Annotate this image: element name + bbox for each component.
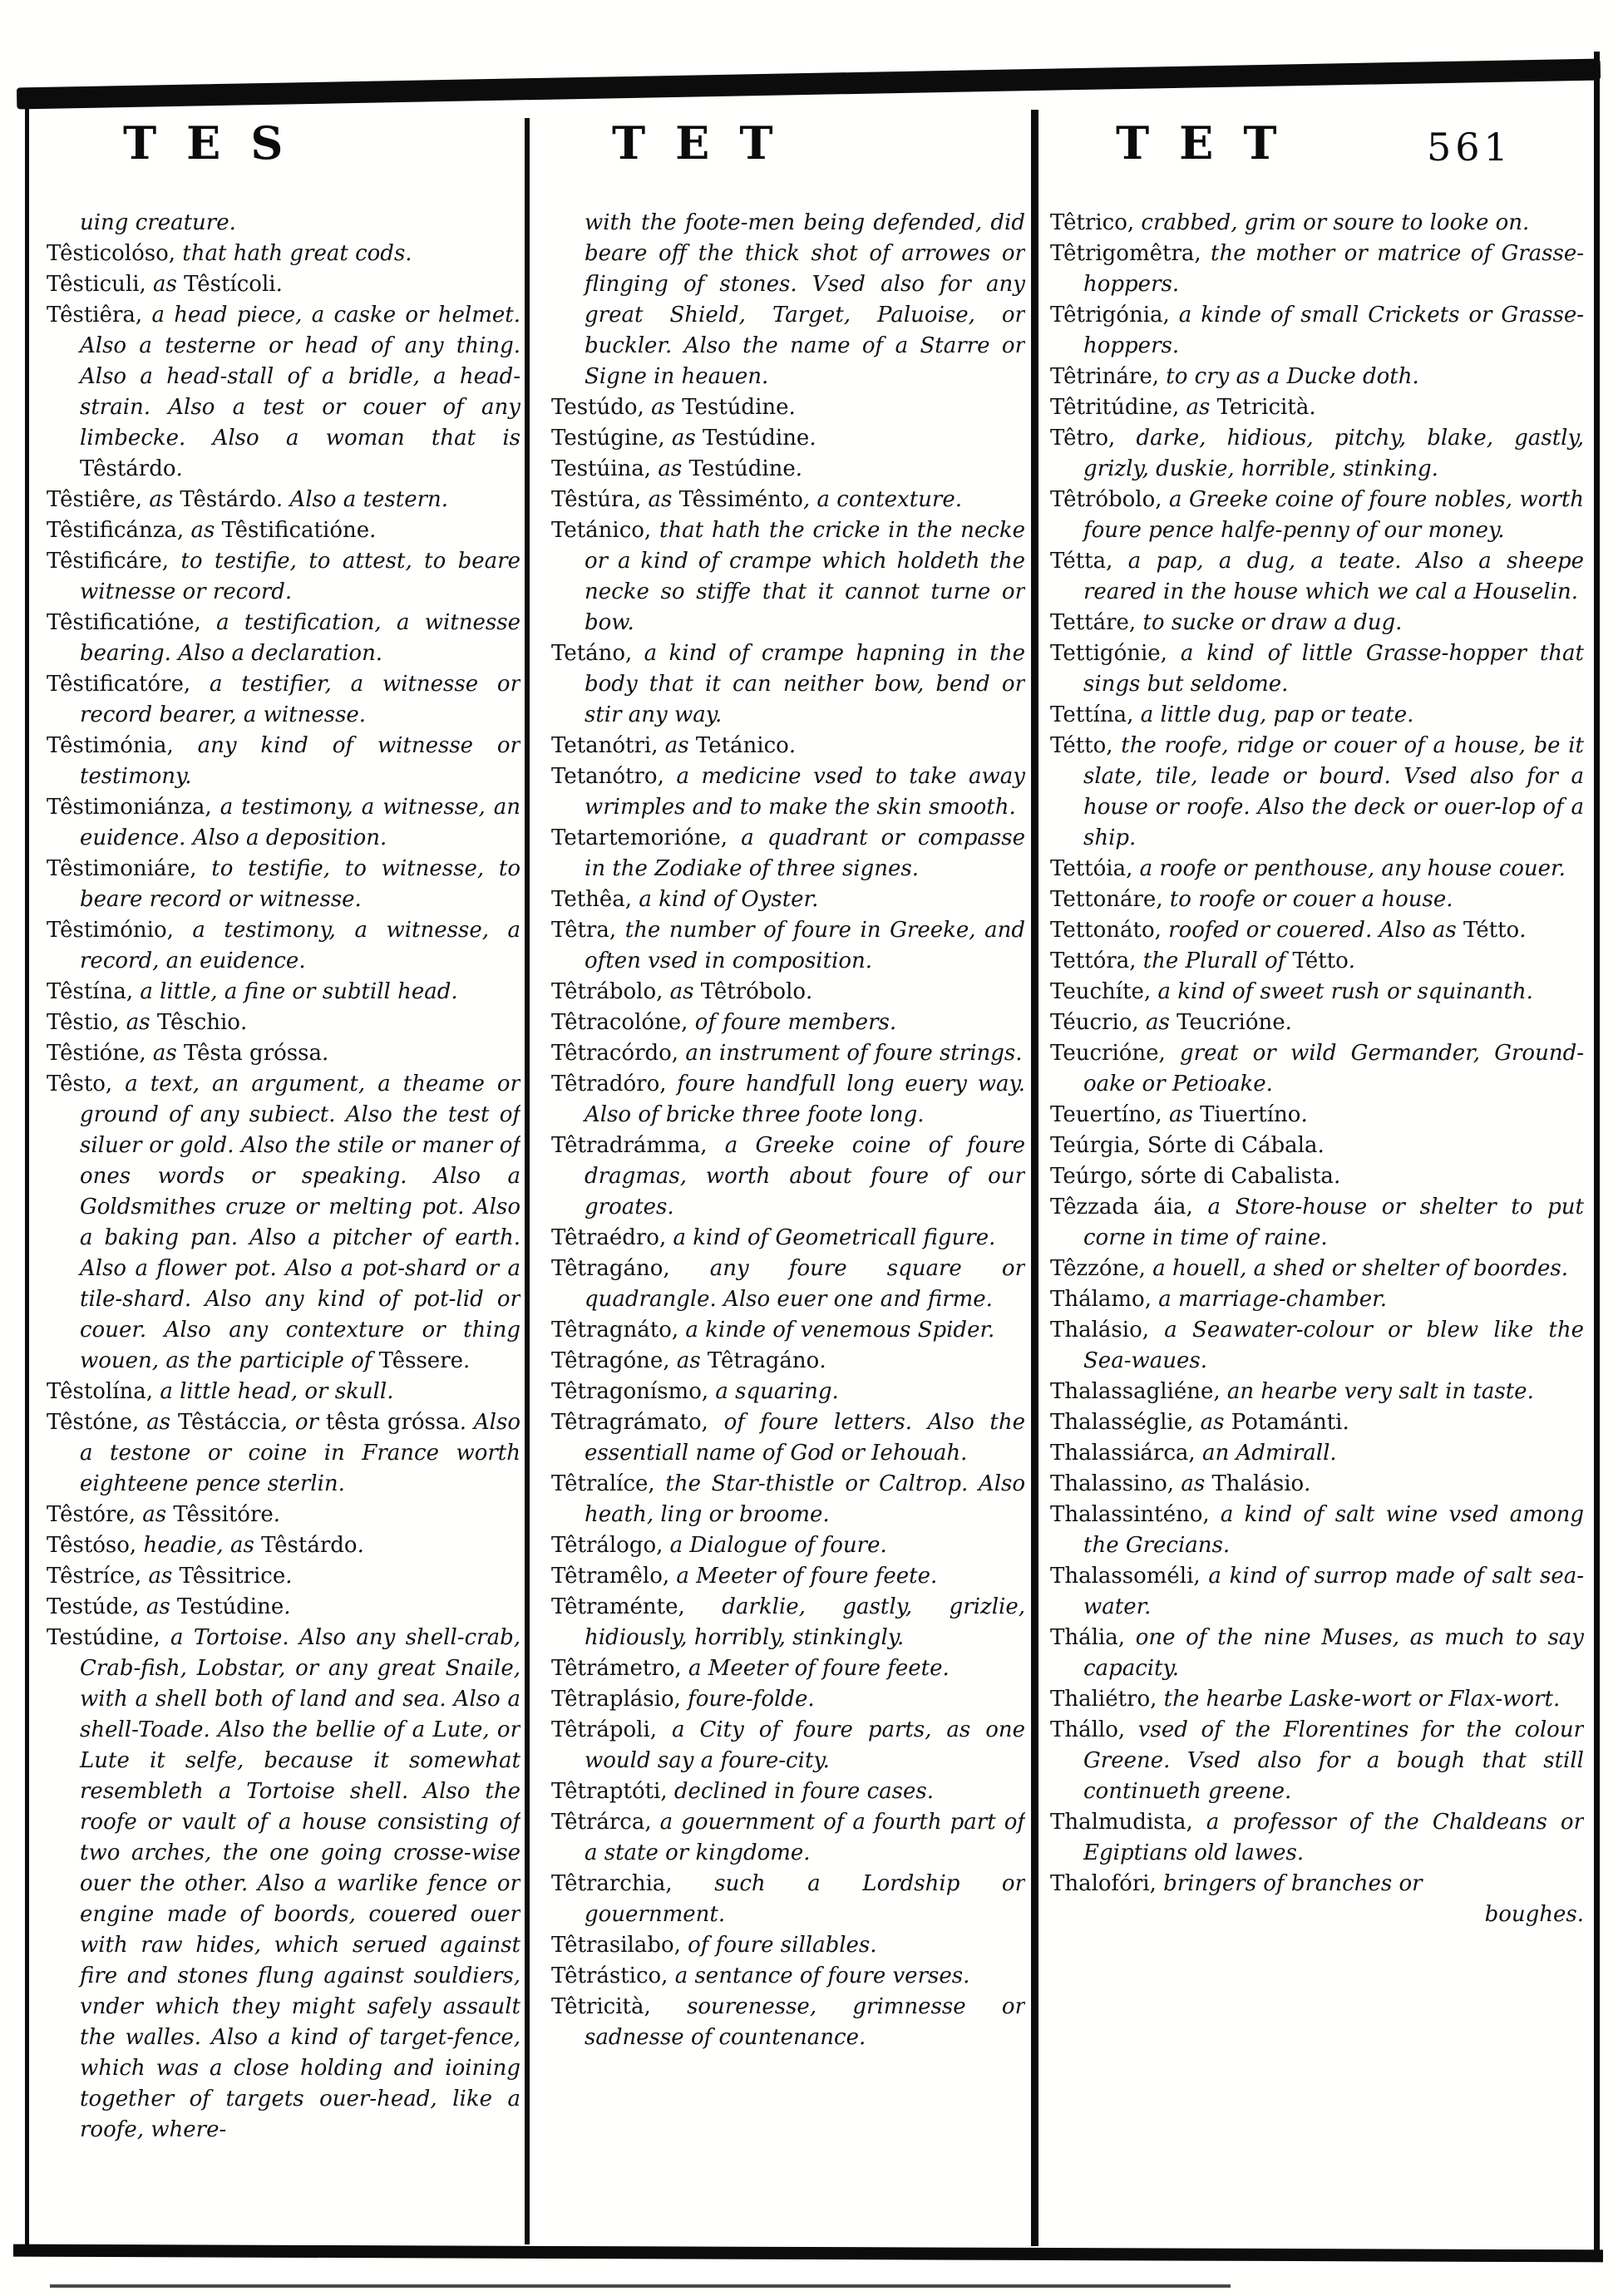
- dictionary-entry: Testúina, as Testúdine.: [551, 456, 803, 481]
- headword: Thaliétro,: [1050, 1687, 1157, 1712]
- headword: Têtracórdo,: [551, 1041, 679, 1066]
- headword: Têtraménte,: [551, 1594, 685, 1619]
- headword: Têtrárca,: [551, 1810, 652, 1835]
- cross-reference: Potamánti: [1231, 1410, 1343, 1435]
- column-divider-2: [1031, 110, 1038, 2246]
- headword: Têstóre,: [47, 1502, 136, 1527]
- dictionary-entry: Têtragrámato, of foure letters. Also the essentiall name of God or Iehouah.: [551, 1410, 1025, 1466]
- dictionary-entry: Thalofóri, bringers of branches or boughes.: [1050, 1869, 1584, 1930]
- headword: Têtragonísmo,: [551, 1379, 709, 1404]
- headword: Teúrgia,: [1050, 1133, 1141, 1158]
- dictionary-entry: Thália, one of the nine Muses, as much to say capacity.: [1050, 1625, 1584, 1681]
- dictionary-entry: Têtraplásio, foure-folde.: [551, 1687, 815, 1712]
- headword: Testúdo,: [551, 395, 644, 420]
- cross-reference: Testúdine: [688, 456, 796, 481]
- headword: Thalofóri,: [1050, 1871, 1157, 1896]
- dictionary-entry: Têtricità, sourenesse, grimnesse or sadnesse of countenance.: [551, 1994, 1025, 2050]
- dictionary-entry: Thalassoméli, a kind of surrop made of salt sea-water.: [1050, 1564, 1584, 1619]
- dictionary-entry: Tettonáre, to roofe or couer a house.: [1050, 887, 1453, 912]
- headword: Têstiêra,: [47, 303, 143, 328]
- dictionary-entry: Tetánico, that hath the cricke in the necke or a kind of crampe which holdeth the necke so stiffe that it cannot turne or bow.: [551, 518, 1025, 635]
- dictionary-entry: Thalassino, as Thalásio.: [1050, 1471, 1311, 1496]
- dictionary-entry: Tétta, a pap, a dug, a teate. Also a sheepe reared in the house which we cal a Houselin.: [1050, 549, 1584, 604]
- cross-reference: Teucrióne: [1177, 1010, 1285, 1035]
- headword: Tettóra,: [1050, 948, 1137, 973]
- dictionary-entry: Têtritúdine, as Tetricità.: [1050, 395, 1316, 420]
- dictionary-entry: Têtrigomêtra, the mother or matrice of Grasse-hoppers.: [1050, 241, 1584, 297]
- dictionary-entry: Têstimoniánza, a testimony, a witnesse, an euidence. Also a deposition.: [47, 795, 520, 850]
- headword: Thalassino,: [1050, 1471, 1175, 1496]
- headword: Têsto,: [47, 1072, 113, 1096]
- dictionary-entry: Têstificánza, as Têstificatióne.: [47, 518, 377, 543]
- headword: Tettonáto,: [1050, 918, 1162, 943]
- headword: Tettonáre,: [1050, 887, 1163, 912]
- headword: Têstúra,: [551, 487, 642, 512]
- headword: Têstiêre,: [47, 487, 143, 512]
- dictionary-entry: Têstóre, as Têssitóre.: [47, 1502, 281, 1527]
- headword: Têtraptóti,: [551, 1779, 668, 1804]
- dictionary-entry: Têtra, the number of foure in Greeke, and often vsed in composition.: [551, 918, 1025, 973]
- headword: Testúdine,: [47, 1625, 160, 1650]
- headword: Thalasséglie,: [1050, 1410, 1194, 1435]
- dictionary-entry: Teúrgia, Sórte di Cábala.: [1050, 1133, 1325, 1158]
- dictionary-entry: Têtrarchia, such a Lordship or gouernment.: [551, 1871, 1025, 1927]
- cross-reference: Têstificatióne: [221, 518, 370, 543]
- dictionary-entry: Têstolína, a little head, or skull.: [47, 1379, 394, 1404]
- dictionary-entry: Têtragnáto, a kinde of venemous Spider.: [551, 1318, 995, 1343]
- dictionary-entry: Têstiêra, a head piece, a caske or helmet. Also a testerne or head of any thing. Also a head-stall of a bridle, a head-strain. Also a test or couer of any limbecke. Also a woman that is Têstárdo.: [47, 303, 520, 481]
- headword: Têtra,: [551, 918, 617, 943]
- dictionary-entry: Têtrástico, a sentance of foure verses.: [551, 1963, 970, 1988]
- dictionary-entry: Tettigónie, a kind of little Grasse-hopper that sings but seldome.: [1050, 641, 1584, 697]
- dictionary-entry: Teuchíte, a kind of sweet rush or squinanth.: [1050, 979, 1533, 1004]
- cross-reference: Tétto: [1463, 918, 1520, 943]
- dictionary-entry: Thalassiárca, an Admirall.: [1050, 1441, 1337, 1466]
- headword: Thállo,: [1050, 1717, 1126, 1742]
- headword: Têtracolóne,: [551, 1010, 688, 1035]
- headword: Têstio,: [47, 1010, 120, 1035]
- headword: Têstimoniánza,: [47, 795, 212, 820]
- headword: Têstimoniáre,: [47, 856, 197, 881]
- dictionary-entry: Têtrárca, a gouernment of a fourth part of a state or kingdome.: [551, 1810, 1025, 1865]
- headword: Têtraplásio,: [551, 1687, 681, 1712]
- dictionary-entry: Tettóra, the Plurall of Tétto.: [1050, 948, 1356, 973]
- headword: Teuchíte,: [1050, 979, 1152, 1004]
- cross-reference: Tiuertíno: [1200, 1102, 1301, 1127]
- dictionary-entry: Tetartemorióne, a quadrant or compasse in the Zodiake of three signes.: [551, 825, 1025, 881]
- dictionary-entry: Têtralíce, the Star-thistle or Caltrop. Also heath, ling or broome.: [551, 1471, 1025, 1527]
- headword: Têstimónio,: [47, 918, 174, 943]
- text-column-3: [1050, 208, 1584, 2246]
- headword: Têstificáre,: [47, 549, 170, 574]
- dictionary-entry: Têstimoniáre, to testifie, to witnesse, to beare record or witnesse.: [47, 856, 520, 912]
- dictionary-entry: Têtragonísmo, a squaring.: [551, 1379, 839, 1404]
- dictionary-entry: Têstificatióne, a testification, a witnesse bearing. Also a declaration.: [47, 610, 520, 666]
- dictionary-entry: Têtrálogo, a Dialogue of foure.: [551, 1533, 887, 1558]
- dictionary-entry: Thalasséglie, as Potamánti.: [1050, 1410, 1349, 1435]
- headword: Têtragóne,: [551, 1348, 670, 1373]
- headword: Têtricità,: [551, 1994, 651, 2019]
- headword: Têtragnáto,: [551, 1318, 679, 1343]
- dictionary-entry: Tettonáto, roofed or couered. Also as Tétto.: [1050, 918, 1527, 943]
- headword: Têstríce,: [47, 1564, 142, 1589]
- dictionary-entry: Têtracórdo, an instrument of foure strings.: [551, 1041, 1023, 1066]
- dictionary-entry: Têtrináre, to cry as a Ducke doth.: [1050, 364, 1419, 389]
- headword: Têtrasilabo,: [551, 1933, 681, 1958]
- right-border-rule: [1594, 52, 1600, 2253]
- cross-reference: Têtróbolo: [700, 979, 807, 1004]
- dictionary-entry: Tettáre, to sucke or draw a dug.: [1050, 610, 1403, 635]
- dictionary-entry: Têstiêre, as Têstárdo. Also a testern.: [47, 487, 449, 512]
- dictionary-entry: Teuertíno, as Tiuertíno.: [1050, 1102, 1308, 1127]
- dictionary-entry: Têtróbolo, a Greeke coine of foure nobles, worth foure pence halfe-penny of our money.: [1050, 487, 1584, 543]
- headword: Teúrgo,: [1050, 1164, 1134, 1189]
- headword: Têstióne,: [47, 1041, 146, 1066]
- dictionary-entry: Têtrigónia, a kinde of small Crickets or Grasse-hoppers.: [1050, 303, 1584, 358]
- running-head-tet-1: TET: [612, 116, 803, 170]
- dictionary-entry: Têstína, a little, a fine or subtill head.: [47, 979, 458, 1004]
- headword: Tethêa,: [551, 887, 633, 912]
- headword: Tettína,: [1050, 702, 1134, 727]
- cross-reference: Têstárdo: [180, 487, 276, 512]
- headword: Testúgine,: [551, 426, 665, 451]
- headword: Tettigónie,: [1050, 641, 1167, 666]
- cross-reference: têsta gróssa: [325, 1410, 460, 1435]
- catchword: boughes.: [1484, 1902, 1584, 1927]
- running-head-tet-2: TET: [1116, 116, 1307, 170]
- text-column-2: [551, 208, 1025, 2246]
- headword: Têtritúdine,: [1050, 395, 1180, 420]
- dictionary-entry: Thalassinténo, a kind of salt wine vsed among the Grecians.: [1050, 1502, 1584, 1558]
- dictionary-entry: Têstimónia, any kind of witnesse or testimony.: [47, 733, 520, 789]
- dictionary-entry: Têtro, darke, hidious, pitchy, blake, gastly, grizly, duskie, horrible, stinking.: [1050, 426, 1584, 481]
- column-divider-1: [525, 118, 530, 2244]
- headword: Têtrámetro,: [551, 1656, 682, 1681]
- headword: Têtrico,: [1050, 210, 1135, 235]
- cross-reference: sórte di Cabalista: [1140, 1164, 1334, 1189]
- headword: Testúina,: [551, 456, 652, 481]
- headword: Têtrápoli,: [551, 1717, 658, 1742]
- headword: Têtrábolo,: [551, 979, 664, 1004]
- dictionary-entry: Thálamo, a marriage-chamber.: [1050, 1287, 1387, 1312]
- headword: Tetanótro,: [551, 764, 664, 789]
- cross-reference: Têssitrice: [179, 1564, 286, 1589]
- dictionary-entry: Têstificáre, to testifie, to attest, to beare witnesse or record.: [47, 549, 520, 604]
- dictionary-entry: Têstificatóre, a testifier, a witnesse or record bearer, a witnesse.: [47, 672, 520, 727]
- headword: Thália,: [1050, 1625, 1125, 1650]
- cross-reference: Têtragáno: [707, 1348, 820, 1373]
- headword: Têtradrámma,: [551, 1133, 708, 1158]
- dictionary-entry: Tethêa, a kind of Oyster.: [551, 887, 819, 912]
- dictionary-entry: Têsto, a text, an argument, a theame or ground of any subiect. Also the test of siluer or gold. Also the stile or maner of ones words or speaking. Also a Goldsmithes cruze or melting pot. Also a baking pan. Also a pitcher of earth. Also a flower pot. Also a pot-shard or a tile-shard. Also any kind of pot-lid or couer. Also any contexture or thing wouen, as the participle of Têssere.: [47, 1072, 520, 1373]
- dictionary-entry: Têtrápoli, a City of foure parts, as one would say a foure-city.: [551, 1717, 1025, 1773]
- cross-reference: Têschio: [156, 1010, 240, 1035]
- dictionary-entry: Têtrábolo, as Têtróbolo.: [551, 979, 813, 1004]
- cross-reference: Tetánico: [695, 733, 789, 758]
- headword: Thalmudista,: [1050, 1810, 1193, 1835]
- dictionary-entry: Têtrámetro, a Meeter of foure feete.: [551, 1656, 950, 1681]
- dictionary-entry: Têzzada áia, a Store-house or shelter to put corne in time of raine.: [1050, 1195, 1584, 1250]
- dictionary-entry: Thaliétro, the hearbe Laske-wort or Flax-wort.: [1050, 1687, 1561, 1712]
- headword: Thálamo,: [1050, 1287, 1152, 1312]
- dictionary-entry: Thalassagliéne, an hearbe very salt in taste.: [1050, 1379, 1534, 1404]
- dictionary-entry: Testúdo, as Testúdine.: [551, 395, 796, 420]
- cross-reference: Sórte di Cábala: [1147, 1133, 1318, 1158]
- dictionary-entry: Tettína, a little dug, pap or teate.: [1050, 702, 1414, 727]
- cross-reference: Têstárdo: [261, 1533, 358, 1558]
- headword: Têstína,: [47, 979, 134, 1004]
- dictionary-entry: Têstóso, headie, as Têstárdo.: [47, 1533, 364, 1558]
- dictionary-entry: Teúrgo, sórte di Cabalista.: [1050, 1164, 1341, 1189]
- dictionary-entry: Têtragóne, as Têtragáno.: [551, 1348, 826, 1373]
- bottom-border-rule: [13, 2244, 1603, 2263]
- headword: Têzzada áia,: [1050, 1195, 1193, 1219]
- dictionary-entry: Teucrióne, great or wild Germander, Ground-oake or Petioake.: [1050, 1041, 1584, 1096]
- cross-reference: Testúdine: [682, 395, 789, 420]
- cross-reference: Têssere: [378, 1348, 463, 1373]
- headword: Thalásio,: [1050, 1318, 1149, 1343]
- dictionary-entry-continuation: with the foote-men being defended, did beare off the thick shot of arrowes or flinging of stones. Vsed also for any great Shield, Target, Paluoise, or buckler. Also the name of a Starre or Signe in heauen.: [585, 210, 1025, 389]
- headword: Thalassoméli,: [1050, 1564, 1201, 1589]
- bottom-thin-rule: [50, 2284, 1231, 2288]
- page-number: 561: [1427, 125, 1512, 170]
- headword: Tetartemorióne,: [551, 825, 728, 850]
- dictionary-entry: Tetáno, a kind of crampe hapning in the body that it can neither bow, bend or stir any way.: [551, 641, 1025, 727]
- headword: Têtramêlo,: [551, 1564, 670, 1589]
- cross-reference: Têstárdo: [80, 456, 176, 481]
- headword: Tetanótri,: [551, 733, 659, 758]
- dictionary-entry: Thalmudista, a professor of the Chaldeans or Egiptians old lawes.: [1050, 1810, 1584, 1865]
- dictionary-entry: Têstio, as Têschio.: [47, 1010, 248, 1035]
- headword: Têsticuli,: [47, 272, 146, 297]
- cross-reference: Têsta gróssa: [184, 1041, 322, 1066]
- dictionary-entry: Têzzóne, a houell, a shed or shelter of boordes.: [1050, 1256, 1569, 1281]
- headword: Têstóne,: [47, 1410, 140, 1435]
- dictionary-entry: Têstúra, as Têssiménto, a contexture.: [551, 487, 962, 512]
- dictionary-entry: Thalásio, a Seawater-colour or blew like the Sea-waues.: [1050, 1318, 1584, 1373]
- headword: Têstificánza,: [47, 518, 185, 543]
- dictionary-entry: Têstóne, as Têstáccia, or têsta gróssa. Also a testone or coine in France worth eighteene pence sterlin.: [47, 1410, 520, 1496]
- dictionary-entry: Téucrio, as Teucrióne.: [1050, 1010, 1292, 1035]
- headword: Téucrio,: [1050, 1010, 1139, 1035]
- headword: Têtrigónia,: [1050, 303, 1170, 328]
- dictionary-entry: Testúgine, as Testúdine.: [551, 426, 816, 451]
- dictionary-entry: Têtradrámma, a Greeke coine of foure dragmas, worth about foure of our groates.: [551, 1133, 1025, 1219]
- headword: Thalassiárca,: [1050, 1441, 1196, 1466]
- dictionary-entry: Testúde, as Testúdine.: [47, 1594, 291, 1619]
- cross-reference: Têssitóre: [173, 1502, 274, 1527]
- headword: Têtrálogo,: [551, 1533, 664, 1558]
- headword: Têzzóne,: [1050, 1256, 1146, 1281]
- headword: Tétto,: [1050, 733, 1113, 758]
- headword: Têtrarchia,: [551, 1871, 673, 1896]
- headword: Têstimónia,: [47, 733, 174, 758]
- headword: Têstolína,: [47, 1379, 154, 1404]
- cross-reference: Têstícoli: [184, 272, 276, 297]
- dictionary-entry: Têtracolóne, of foure members.: [551, 1010, 897, 1035]
- headword: Têtragrámato,: [551, 1410, 708, 1435]
- headword: Têstificatóre,: [47, 672, 191, 697]
- cross-reference: Testúdine: [176, 1594, 284, 1619]
- dictionary-entry: Têsticolóso, that hath great cods.: [47, 241, 412, 266]
- headword: Testúde,: [47, 1594, 140, 1619]
- headword: Têtrástico,: [551, 1963, 668, 1988]
- headword: Têtróbolo,: [1050, 487, 1162, 512]
- headword: Têtrináre,: [1050, 364, 1159, 389]
- cross-reference: Têstáccia: [177, 1410, 281, 1435]
- dictionary-entry: Thállo, vsed of the Florentines for the colour Greene. Vsed also for a bough that still continueth greene.: [1050, 1717, 1584, 1804]
- headword: Têsticolóso,: [47, 241, 176, 266]
- headword: Têstóso,: [47, 1533, 137, 1558]
- headword: Têtradóro,: [551, 1072, 667, 1096]
- dictionary-entry: Têtrasilabo, of foure sillables.: [551, 1933, 877, 1958]
- dictionary-entry: Têtraptóti, declined in foure cases.: [551, 1779, 934, 1804]
- dictionary-entry: Tétto, the roofe, ridge or couer of a house, be it slate, tile, leade or bourd. Vsed also for a house or roofe. Also the deck or ouer-lop of a ship.: [1050, 733, 1584, 850]
- headword: Thalassagliéne,: [1050, 1379, 1221, 1404]
- left-border-rule: [25, 104, 29, 2253]
- headword: Tetánico,: [551, 518, 652, 543]
- headword: Tettáre,: [1050, 610, 1137, 635]
- dictionary-entry: Têtramêlo, a Meeter of foure feete.: [551, 1564, 938, 1589]
- dictionary-entry: Têstimónio, a testimony, a witnesse, a record, an euidence.: [47, 918, 520, 973]
- dictionary-entry: Tetanótri, as Tetánico.: [551, 733, 797, 758]
- headword: Teuertíno,: [1050, 1102, 1162, 1127]
- dictionary-entry: Têtrico, crabbed, grim or soure to looke on.: [1050, 210, 1530, 235]
- text-column-1: [47, 208, 520, 2246]
- top-border-rule: [17, 59, 1601, 110]
- headword: Têtragáno,: [551, 1256, 670, 1281]
- dictionary-entry-continuation: uing creature.: [80, 210, 236, 235]
- headword: Tetáno,: [551, 641, 633, 666]
- dictionary-entry: Tettóia, a roofe or penthouse, any house couer.: [1050, 856, 1566, 881]
- headword: Teucrióne,: [1050, 1041, 1166, 1066]
- headword: Têtraédro,: [551, 1225, 667, 1250]
- dictionary-entry: Tetanótro, a medicine vsed to take away wrimples and to make the skin smooth.: [551, 764, 1025, 820]
- dictionary-entry: Têtragáno, any foure square or quadrangle. Also euer one and firme.: [551, 1256, 1025, 1312]
- dictionary-entry: Testúdine, a Tortoise. Also any shell-crab, Crab-fish, Lobstar, or any great Snaile, with a shell both of land and sea. Also a shell-Toade. Also the bellie of a Lute, or Lute it selfe, because it somewhat resembleth a Tortoise shell. Also the roofe or vault of a house consisting of two arches, the one going crosse-wise ouer the other. Also a warlike fence or engine made of boords, couered ouer with raw hides, which serued against fire and stones flung against souldiers, vnder which they might safely assault the walles. Also a kind of target-fence, which was a close holding and ioining together of targets ouer-head, like a roofe, where-: [47, 1625, 520, 2142]
- dictionary-entry: Têtraménte, darklie, gastly, grizlie, hidiously, horribly, stinkingly.: [551, 1594, 1025, 1650]
- running-head-tes: TES: [123, 116, 313, 170]
- dictionary-entry: Têtraédro, a kind of Geometricall figure.: [551, 1225, 996, 1250]
- cross-reference: Tétto: [1292, 948, 1349, 973]
- headword: Têtrigomêtra,: [1050, 241, 1201, 266]
- dictionary-entry: Têtradóro, foure handfull long euery way. Also of bricke three foote long.: [551, 1072, 1025, 1127]
- cross-reference: Testúdine: [702, 426, 810, 451]
- headword: Têtralíce,: [551, 1471, 655, 1496]
- headword: Têstificatióne,: [47, 610, 201, 635]
- dictionary-entry: Têstióne, as Têsta gróssa.: [47, 1041, 329, 1066]
- headword: Tétta,: [1050, 549, 1113, 574]
- headword: Thalassinténo,: [1050, 1502, 1210, 1527]
- cross-reference: Thalásio: [1211, 1471, 1305, 1496]
- dictionary-entry: Têsticuli, as Têstícoli.: [47, 272, 283, 297]
- headword: Têtro,: [1050, 426, 1116, 451]
- cross-reference: Têssiménto: [678, 487, 803, 512]
- cross-reference: Tetricità: [1216, 395, 1310, 420]
- headword: Tettóia,: [1050, 856, 1133, 881]
- dictionary-entry: Têstríce, as Têssitrice.: [47, 1564, 293, 1589]
